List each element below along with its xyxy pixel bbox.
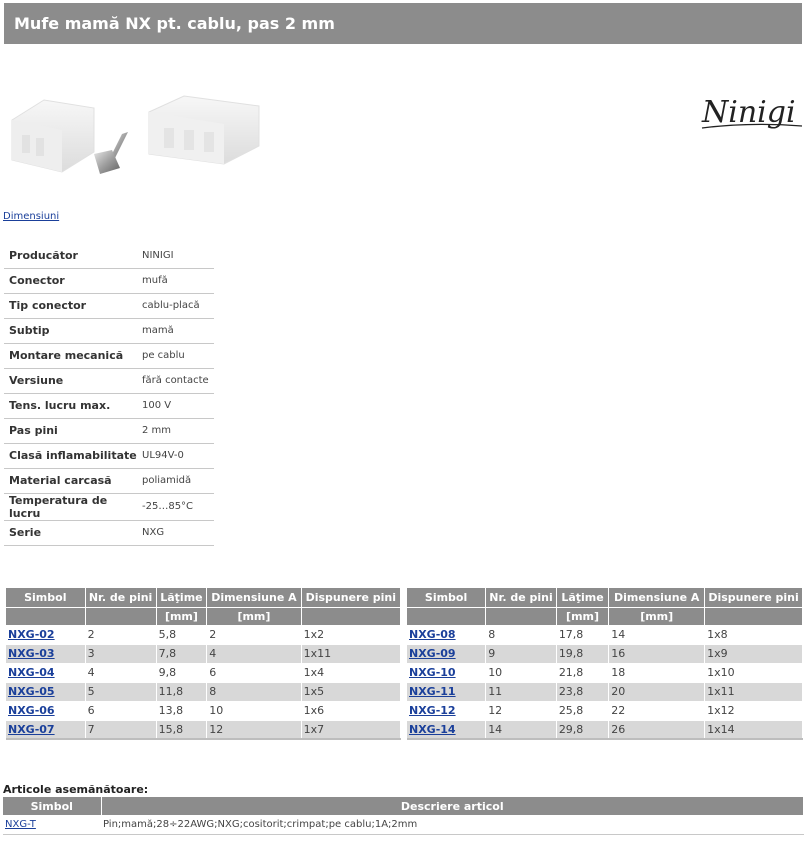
table-cell: 1x11	[301, 644, 400, 663]
spec-value: UL94V-0	[138, 443, 214, 468]
part-link[interactable]: NXG-09	[409, 647, 456, 660]
spec-row	[4, 520, 214, 545]
table-cell: 4	[207, 644, 301, 663]
spec-row	[4, 443, 214, 468]
table-cell: 12	[207, 720, 301, 739]
table-row	[6, 701, 401, 720]
dimensions-link[interactable]: Dimensiuni	[3, 211, 60, 222]
spec-label: Versiune	[4, 368, 138, 393]
table-cell: 1x11	[705, 682, 803, 701]
similar-symbol-cell	[3, 815, 101, 834]
spec-row	[4, 343, 214, 368]
similar-part-link[interactable]: NXG-T	[5, 818, 36, 830]
brand-logo	[700, 88, 804, 136]
table-row	[3, 815, 804, 834]
table-cell: 1x9	[705, 644, 803, 663]
spec-value: fără contacte	[138, 368, 214, 393]
table-cell: 15,8	[156, 720, 207, 739]
table-cell: 1x14	[705, 720, 803, 739]
table-cell: 1x7	[301, 720, 400, 739]
table-cell: 21,8	[556, 663, 608, 682]
spec-label: Pas pini	[4, 418, 138, 443]
table-cell: 11	[486, 682, 557, 701]
spec-row	[4, 268, 214, 293]
spec-label: Material carcasă	[4, 468, 138, 493]
spec-value: -25…85°C	[138, 493, 214, 520]
table-cell: 2	[85, 625, 156, 644]
spec-row	[4, 418, 214, 443]
table-cell: 1x5	[301, 682, 400, 701]
column-header: Descriere articol	[101, 797, 804, 815]
table-row	[6, 644, 401, 663]
part-symbol-cell	[6, 701, 85, 720]
table-cell: 7	[85, 720, 156, 739]
table-row	[407, 720, 803, 739]
spec-row	[4, 243, 214, 268]
spec-value: NXG	[138, 520, 214, 545]
part-symbol-cell	[6, 625, 85, 644]
part-symbol-cell	[407, 701, 486, 720]
column-unit: [mm]	[609, 607, 705, 625]
table-cell: 5	[85, 682, 156, 701]
parts-table-left	[6, 588, 401, 740]
column-unit	[6, 607, 85, 625]
table-cell: 11,8	[156, 682, 207, 701]
spec-label: Subtip	[4, 318, 138, 343]
table-cell: 8	[207, 682, 301, 701]
part-link[interactable]: NXG-04	[8, 666, 55, 679]
table-cell: 1x2	[301, 625, 400, 644]
table-cell: 12	[486, 701, 557, 720]
column-unit: [mm]	[207, 607, 301, 625]
column-header: Simbol	[6, 588, 85, 607]
table-row	[6, 720, 401, 739]
table-cell: 17,8	[556, 625, 608, 644]
table-row	[407, 644, 803, 663]
spec-label: Clasă inflamabilitate	[4, 443, 138, 468]
table-cell: 26	[609, 720, 705, 739]
table-cell: 14	[609, 625, 705, 644]
spec-label: Tens. lucru max.	[4, 393, 138, 418]
part-symbol-cell	[6, 663, 85, 682]
spec-value: NINIGI	[138, 243, 214, 268]
table-cell: 6	[207, 663, 301, 682]
table-cell: 9,8	[156, 663, 207, 682]
spec-value: 100 V	[138, 393, 214, 418]
part-link[interactable]: NXG-08	[409, 627, 456, 641]
column-header: Dispunere pini	[301, 588, 400, 607]
table-cell: 4	[85, 663, 156, 682]
table-row	[6, 625, 401, 644]
part-symbol-cell	[6, 644, 85, 663]
spec-value: 2 mm	[138, 418, 214, 443]
table-cell: 16	[609, 644, 705, 663]
spec-label: Tip conector	[4, 293, 138, 318]
table-cell: 22	[609, 701, 705, 720]
spec-row	[4, 293, 214, 318]
table-cell: 10	[486, 663, 557, 682]
table-cell: 29,8	[556, 720, 608, 739]
table-cell: 23,8	[556, 682, 608, 701]
spec-value: mufă	[138, 268, 214, 293]
part-symbol-cell	[6, 720, 85, 739]
part-link[interactable]: NXG-05	[8, 685, 55, 698]
part-link[interactable]: NXG-07	[8, 722, 55, 736]
spec-row	[4, 368, 214, 393]
table-cell: 3	[85, 644, 156, 663]
column-header: Lăţime	[156, 588, 207, 607]
table-cell: 1x10	[705, 663, 803, 682]
column-header: Dispunere pini	[705, 588, 803, 607]
similar-articles-title: Articole asemănătoare:	[3, 783, 149, 796]
spec-row	[4, 468, 214, 493]
similar-articles-table	[3, 797, 804, 835]
table-cell: 19,8	[556, 644, 608, 663]
spec-value: cablu-placă	[138, 293, 214, 318]
spec-value: mamă	[138, 318, 214, 343]
part-link[interactable]: NXG-11	[409, 685, 456, 698]
table-cell: 8	[486, 625, 557, 644]
column-header: Dimensiune A	[609, 588, 705, 607]
table-cell: 2	[207, 625, 301, 644]
part-symbol-cell	[407, 682, 486, 701]
part-link[interactable]: NXG-06	[8, 704, 55, 717]
table-cell: 1x6	[301, 701, 400, 720]
part-symbol-cell	[407, 625, 486, 644]
spec-value: poliamidă	[138, 468, 214, 493]
column-unit	[407, 607, 486, 625]
spec-row	[4, 493, 214, 520]
spec-label: Temperatura de lucru	[4, 493, 138, 520]
table-row	[6, 682, 401, 701]
part-symbol-cell	[407, 720, 486, 739]
page-title: Mufe mamă NX pt. cablu, pas 2 mm	[4, 3, 802, 44]
table-cell: 25,8	[556, 701, 608, 720]
table-row	[407, 701, 803, 720]
spec-value: pe cablu	[138, 343, 214, 368]
column-unit: [mm]	[556, 607, 608, 625]
table-cell: 1x12	[705, 701, 803, 720]
table-cell: 1x4	[301, 663, 400, 682]
table-cell: 13,8	[156, 701, 207, 720]
svg-text:Ninigi: Ninigi	[702, 95, 796, 130]
table-cell: 10	[207, 701, 301, 720]
spec-label: Producător	[4, 243, 138, 268]
part-symbol-cell	[407, 644, 486, 663]
part-link[interactable]: NXG-03	[8, 647, 55, 660]
part-link[interactable]: NXG-14	[409, 722, 456, 736]
column-header: Dimensiune A	[207, 588, 301, 607]
spec-label: Conector	[4, 268, 138, 293]
table-cell: 1x8	[705, 625, 803, 644]
column-unit	[705, 607, 803, 625]
table-cell: 7,8	[156, 644, 207, 663]
product-image	[4, 90, 274, 190]
spec-label: Montare mecanică	[4, 343, 138, 368]
part-link[interactable]: NXG-10	[409, 666, 456, 679]
table-cell: 5,8	[156, 625, 207, 644]
parts-table-right	[407, 588, 803, 740]
column-unit	[85, 607, 156, 625]
column-header: Simbol	[3, 797, 101, 815]
table-row	[407, 663, 803, 682]
column-unit	[486, 607, 557, 625]
part-symbol-cell	[407, 663, 486, 682]
table-cell: 18	[609, 663, 705, 682]
table-row	[407, 625, 803, 644]
spec-label: Serie	[4, 520, 138, 545]
table-row	[6, 663, 401, 682]
similar-description: Pin;mamă;28÷22AWG;NXG;cositorit;crimpat;pe cablu;1A;2mm	[101, 815, 804, 834]
part-link[interactable]: NXG-02	[8, 627, 55, 641]
spec-row	[4, 318, 214, 343]
column-header: Simbol	[407, 588, 486, 607]
column-header: Lăţime	[556, 588, 608, 607]
table-row	[407, 682, 803, 701]
table-cell: 6	[85, 701, 156, 720]
part-link[interactable]: NXG-12	[409, 704, 456, 717]
column-unit	[301, 607, 400, 625]
table-cell: 9	[486, 644, 557, 663]
spec-row	[4, 393, 214, 418]
part-symbol-cell	[6, 682, 85, 701]
column-unit: [mm]	[156, 607, 207, 625]
table-cell: 14	[486, 720, 557, 739]
column-header: Nr. de pini	[486, 588, 557, 607]
table-cell: 20	[609, 682, 705, 701]
specs-table	[4, 243, 214, 546]
column-header: Nr. de pini	[85, 588, 156, 607]
